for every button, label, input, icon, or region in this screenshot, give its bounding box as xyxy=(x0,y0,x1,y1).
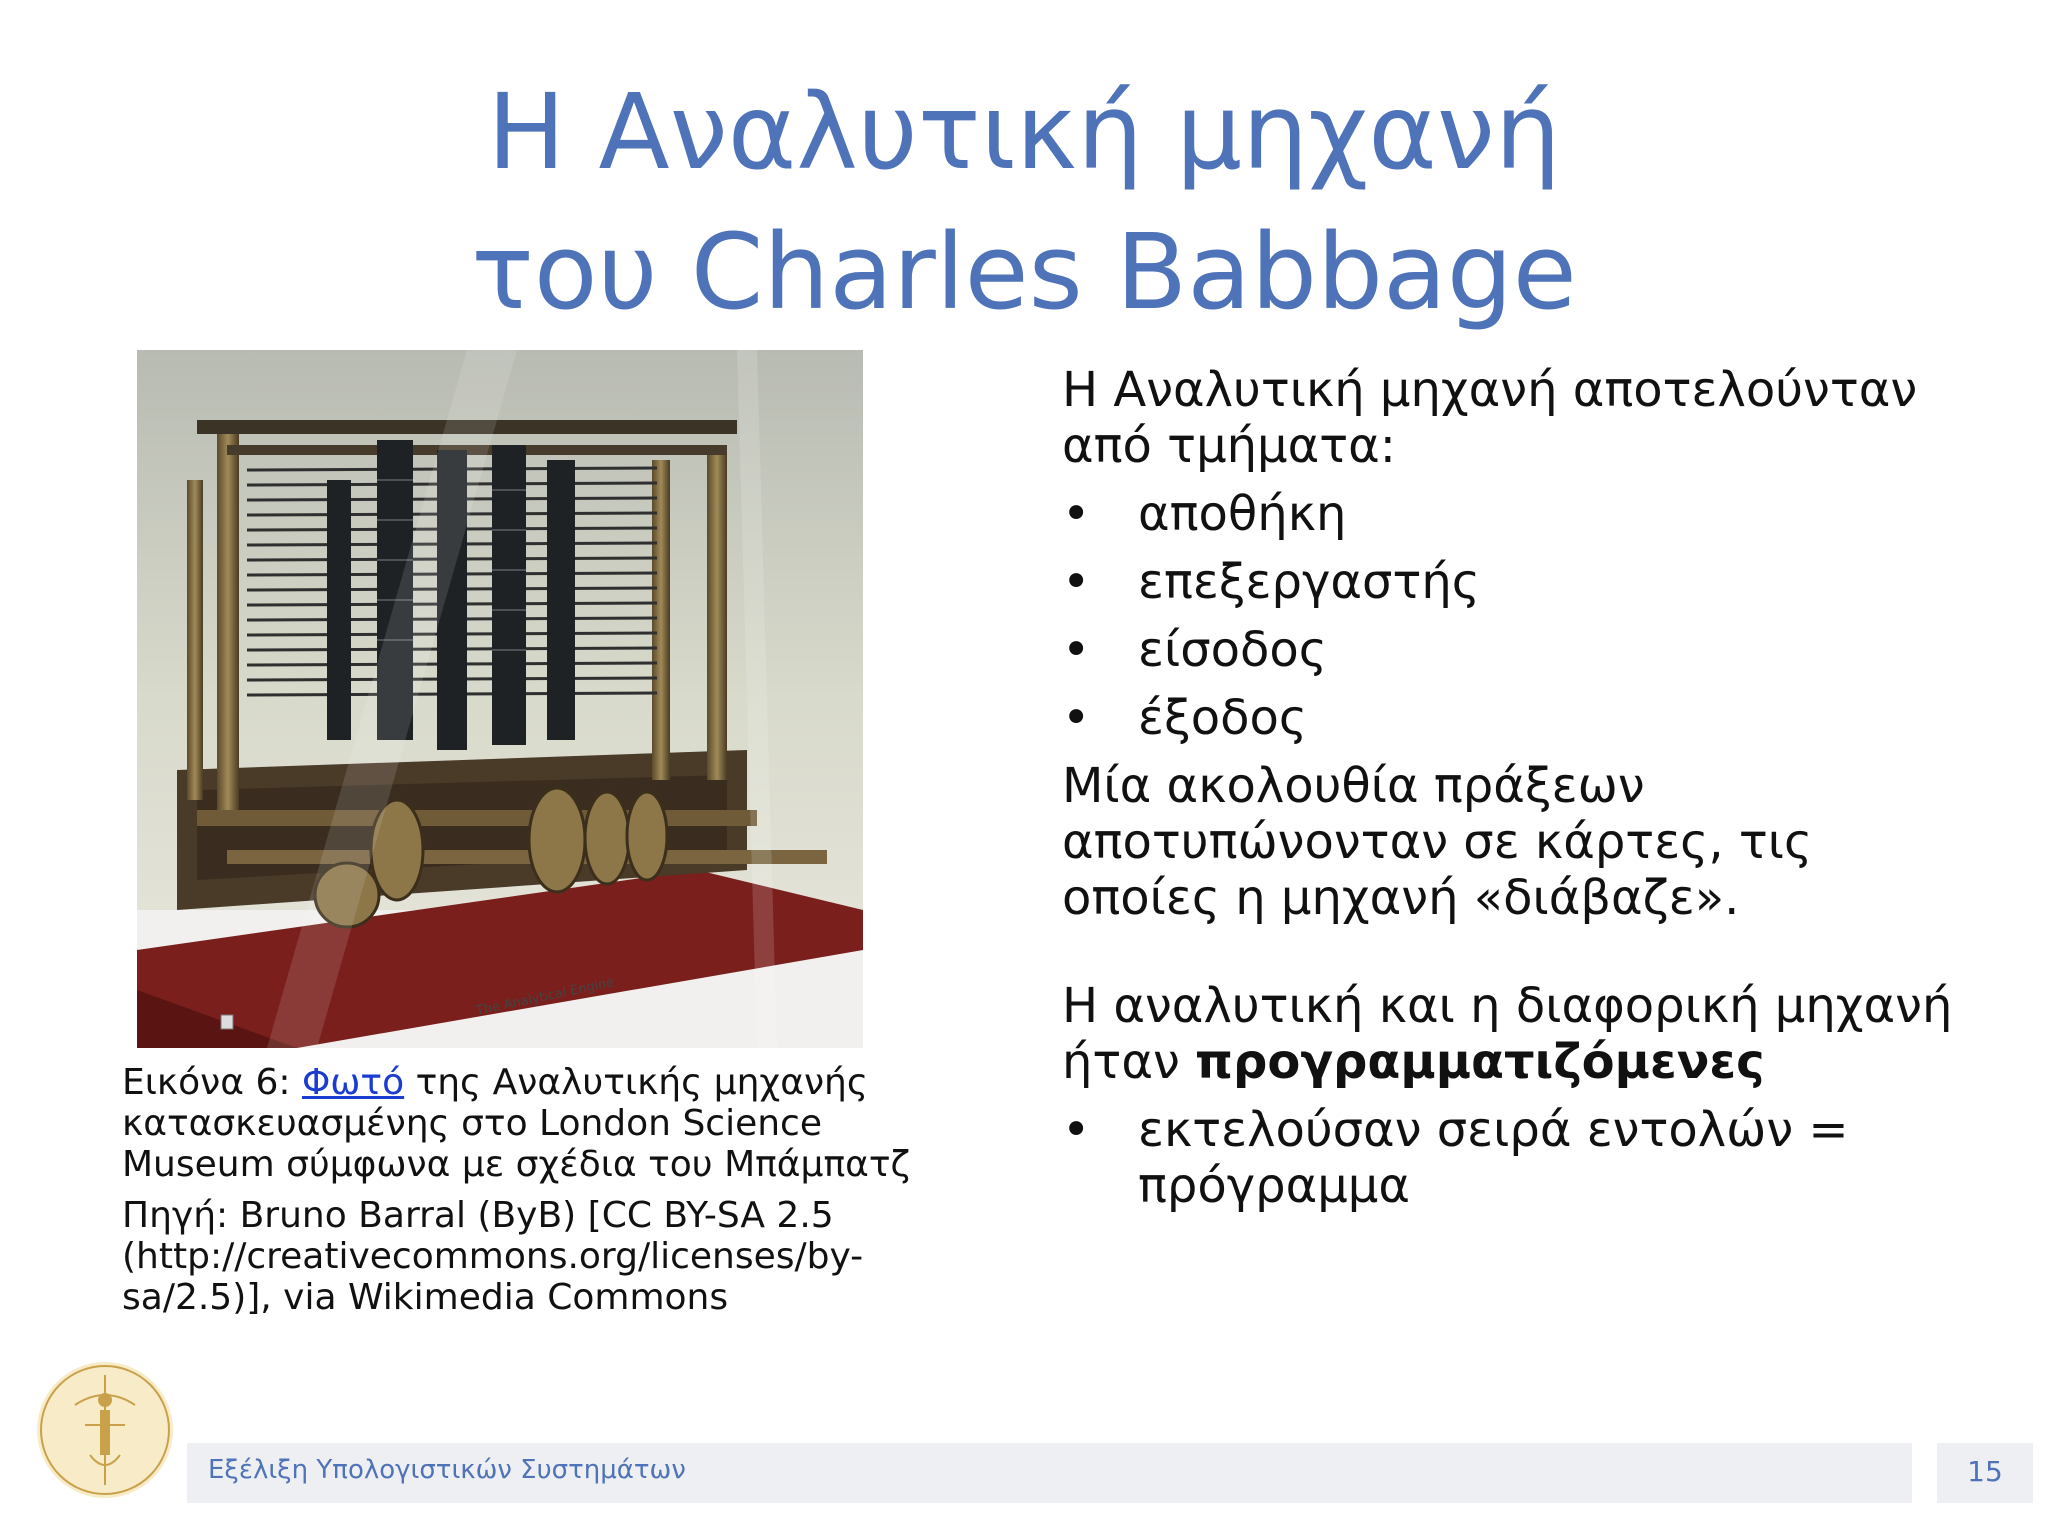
program-list xyxy=(1062,1102,1962,1214)
part-label: είσοδος xyxy=(1138,622,1327,678)
part-label: έξοδος xyxy=(1138,690,1307,746)
sequence-line-2: αποτυπώνονταν σε κάρτες, τις xyxy=(1062,814,1813,870)
source-line-1: Πηγή: Bruno Barral (ByB) [CC BY-SA 2.5 xyxy=(122,1195,834,1236)
program-line-1: εκτελούσαν σειρά εντολών = xyxy=(1138,1102,1849,1158)
university-seal-icon xyxy=(30,1355,180,1505)
list-item xyxy=(1062,622,1962,678)
page-number: 15 xyxy=(1967,1455,2003,1488)
programmable-prefix: ήταν xyxy=(1062,1034,1196,1090)
bullet-icon: • xyxy=(1062,622,1091,678)
caption-line-1 xyxy=(122,1062,942,1103)
image-caption xyxy=(122,1062,942,1318)
caption-line-1-rest: της Αναλυτικής μηχανής xyxy=(404,1062,868,1103)
title-line-2: του Charles Babbage xyxy=(471,211,1577,333)
bullet-icon: • xyxy=(1062,486,1091,542)
caption-line-3: Museum σύμφωνα με σχέδια του Μπάμπατζ xyxy=(122,1144,911,1185)
source-line-3: sa/2.5)], via Wikimedia Commons xyxy=(122,1277,729,1318)
list-item xyxy=(1062,690,1962,746)
part-label: επεξεργαστής xyxy=(1138,554,1480,610)
engine-plaque: The Analytical Engine xyxy=(474,974,616,1019)
program-line-2: πρόγραμμα xyxy=(1138,1158,1410,1214)
bullet-icon: • xyxy=(1062,690,1091,746)
source-line-2: (http://creativecommons.org/licenses/by- xyxy=(122,1236,864,1277)
slide-title xyxy=(0,62,2048,342)
intro-line-2: από τμήματα: xyxy=(1062,418,1396,474)
programmable-term: προγραμματιζόμενες xyxy=(1195,1034,1765,1090)
intro-line-1: Η Αναλυτική μηχανή αποτελούνταν xyxy=(1062,362,1918,418)
list-item xyxy=(1062,554,1962,610)
bullet-icon: • xyxy=(1062,1102,1091,1158)
parts-list xyxy=(1062,486,1962,746)
title-line-1: Η Αναλυτική μηχανή xyxy=(487,71,1561,193)
programmable-line-2 xyxy=(1062,1034,1962,1090)
slide-body xyxy=(1062,362,1962,1226)
bullet-icon: • xyxy=(1062,554,1091,610)
photo-link[interactable]: Φωτό xyxy=(301,1062,405,1103)
part-label: αποθήκη xyxy=(1138,486,1347,542)
course-title: Εξέλιξη Υπολογιστικών Συστημάτων xyxy=(208,1455,686,1485)
programmable-line-1: Η αναλυτική και η διαφορική μηχανή xyxy=(1062,978,1953,1034)
list-item xyxy=(1062,1102,1962,1214)
sequence-line-3: οποίες η μηχανή «διάβαζε». xyxy=(1062,870,1740,926)
list-item xyxy=(1062,486,1962,542)
analytical-engine-photo xyxy=(137,350,863,1048)
sequence-line-1: Μία ακολουθία πράξεων xyxy=(1062,758,1645,814)
caption-line-2: κατασκευασμένης στο London Science xyxy=(122,1103,822,1144)
caption-prefix: Εικόνα 6: xyxy=(122,1062,302,1103)
